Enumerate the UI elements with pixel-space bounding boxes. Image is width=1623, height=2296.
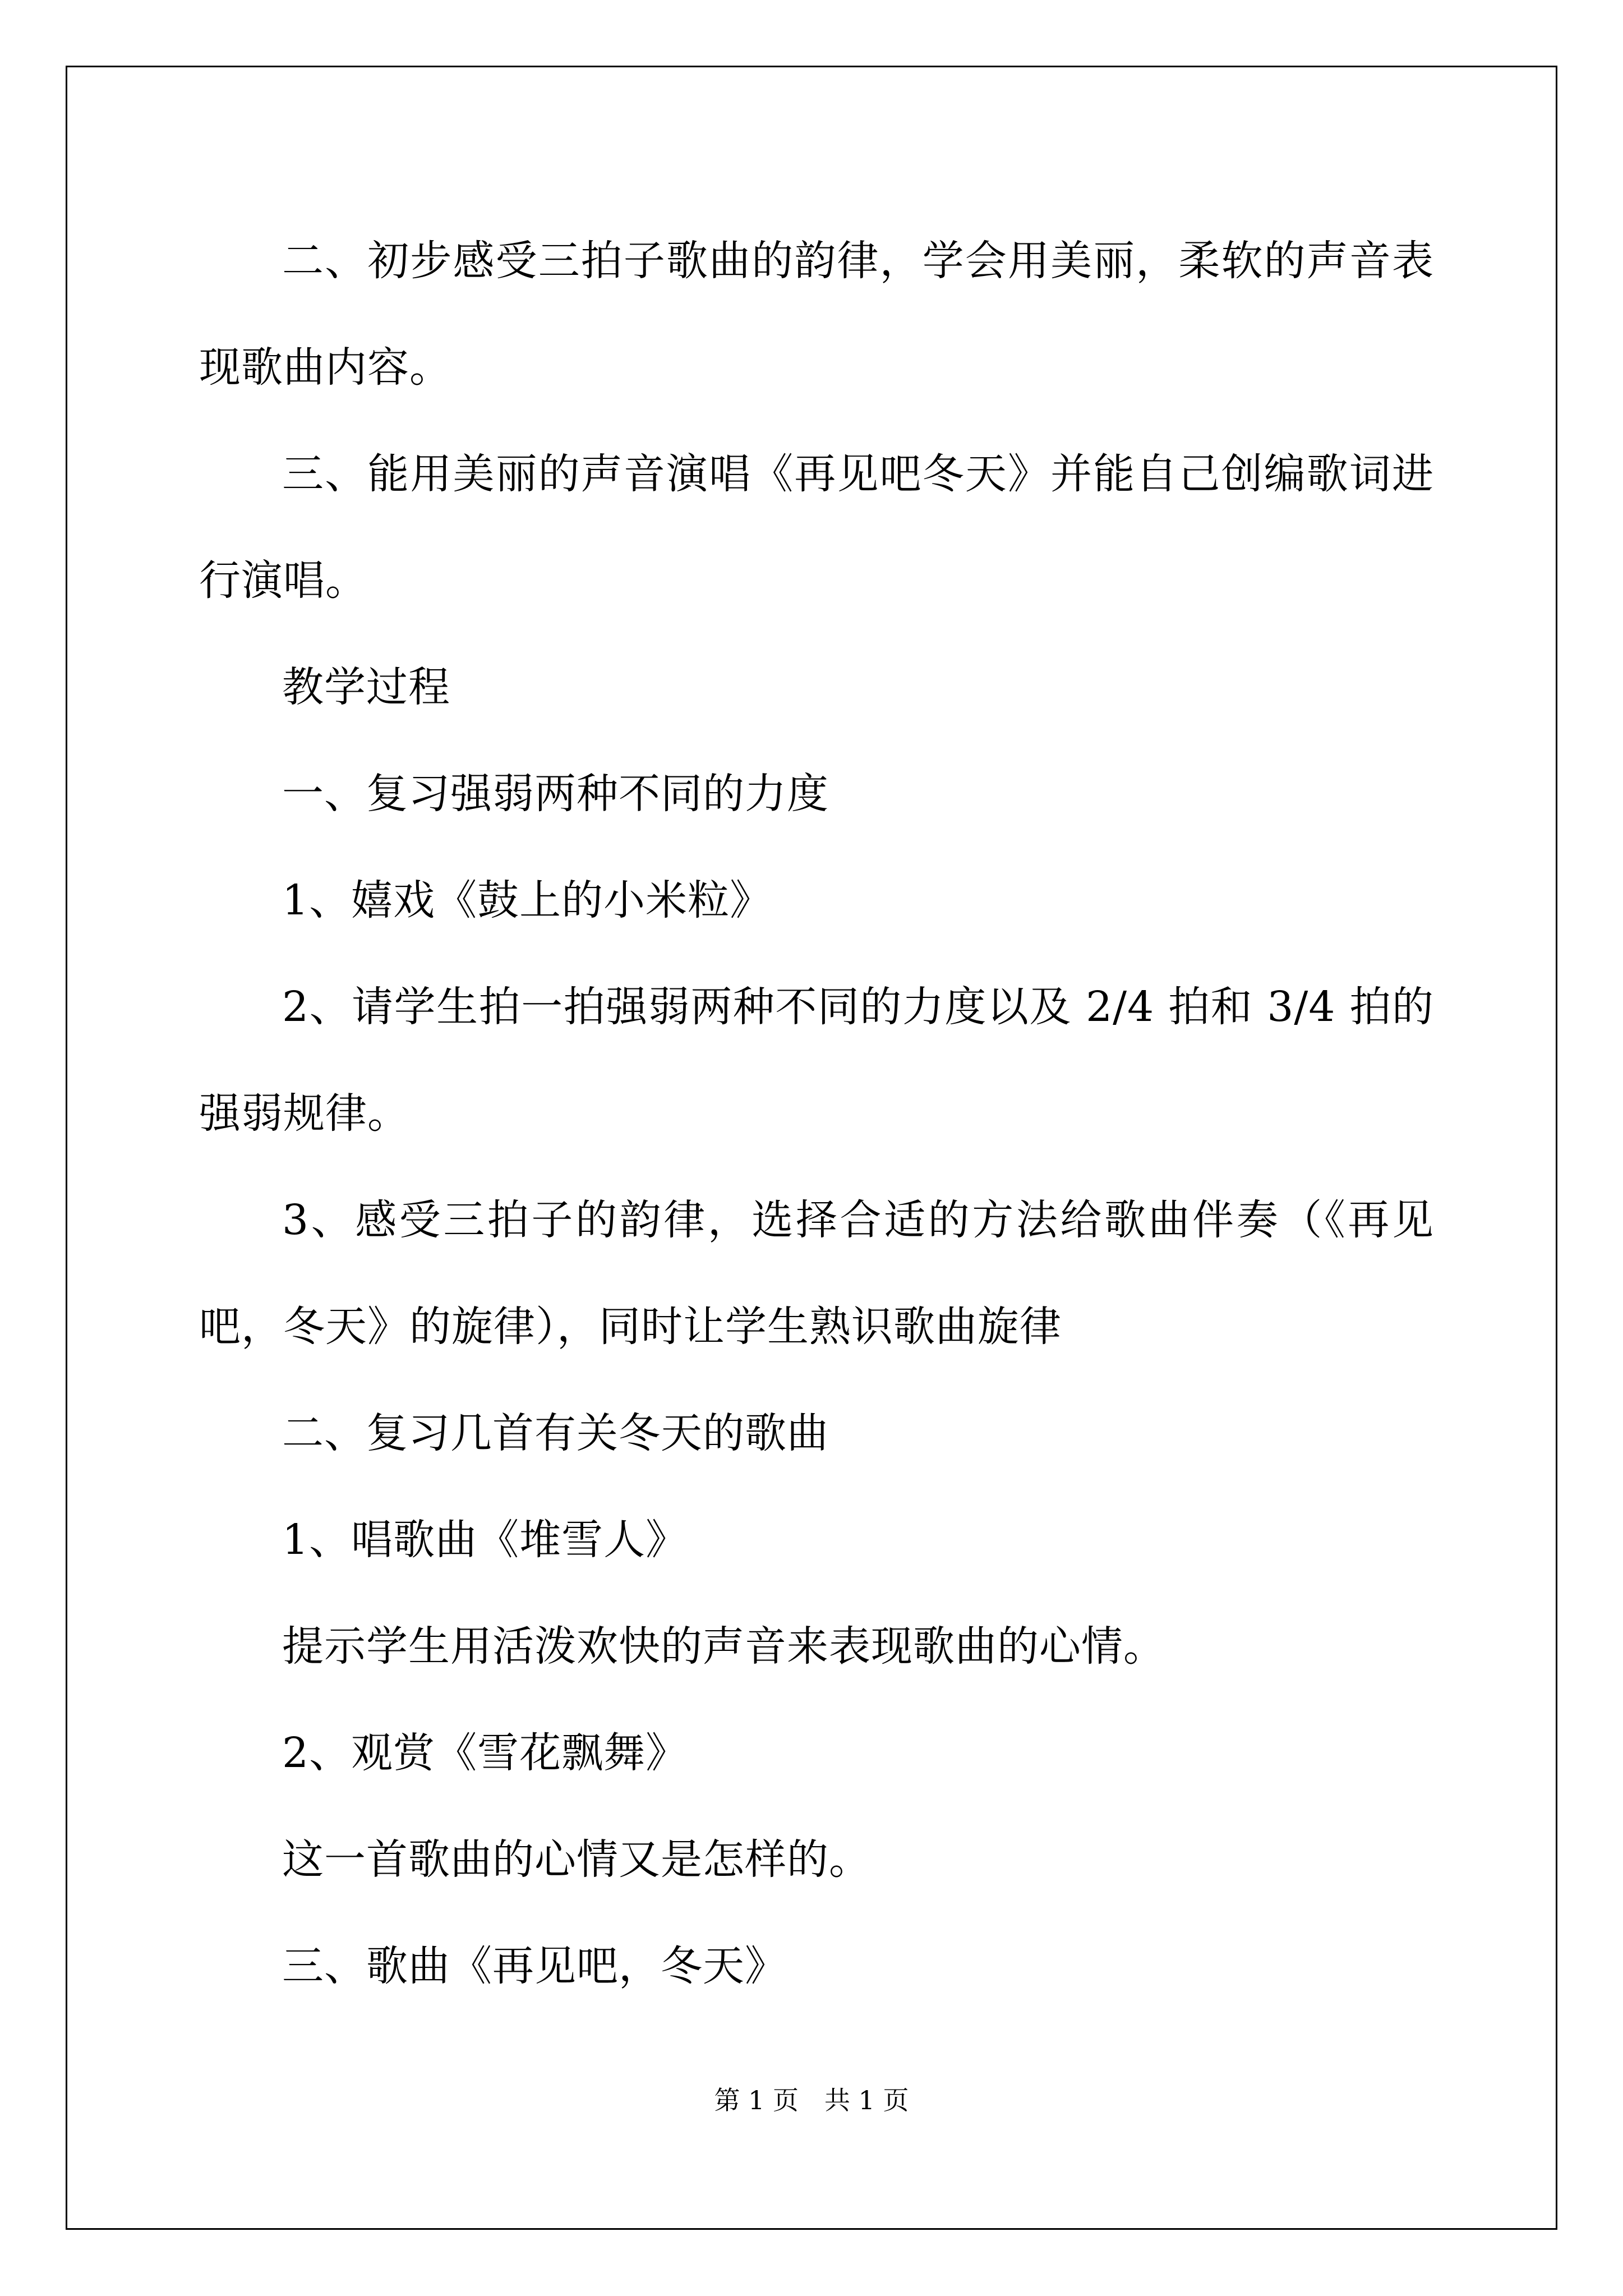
list-item-triple-meter: 3、感受三拍子的韵律，选择合适的方法给歌曲伴奏（《再见吧，冬天》的旋律），同时让学生熟识歌曲旋律: [199, 1196, 1434, 1351]
page-footer: [0, 2080, 1623, 2117]
section-heading-review-songs: 二、复习几首有关冬天的歌曲: [282, 1409, 829, 1457]
list-item-game: 1、嬉戏《鼓上的小米粒》: [282, 876, 772, 924]
document-body: [199, 208, 1434, 2019]
paragraph-question-mood: 这一首歌曲的心情又是怎样的。: [282, 1835, 871, 1884]
paragraph-prompt-mood: 提示学生用活泼欢快的声音来表现歌曲的心情。: [282, 1622, 1165, 1671]
list-item-sing-snowman: 1、唱歌曲《堆雪人》: [282, 1516, 688, 1564]
section-heading-song: 三、歌曲《再见吧，冬天》: [282, 1942, 787, 1990]
section-heading-review-dynamics: 一、复习强弱两种不同的力度: [282, 770, 829, 818]
page-number-current: 第 1 页: [714, 2085, 799, 2115]
paragraph-goal-2: 二、初步感受三拍子歌曲的韵律，学会用美丽，柔软的声音表现歌曲内容。: [199, 237, 1434, 392]
list-item-watch-snowflakes: 2、观赏《雪花飘舞》: [282, 1729, 688, 1777]
list-item-clap-rhythm: 2、请学生拍一拍强弱两种不同的力度以及 2/4 拍和 3/4 拍的强弱规律。: [199, 983, 1434, 1138]
page-number-total: 共 1 页: [824, 2085, 909, 2115]
paragraph-goal-3: 三、能用美丽的声音演唱《再见吧冬天》并能自己创编歌词进行演唱。: [199, 450, 1434, 605]
section-heading-process: 教学过程: [282, 663, 450, 711]
